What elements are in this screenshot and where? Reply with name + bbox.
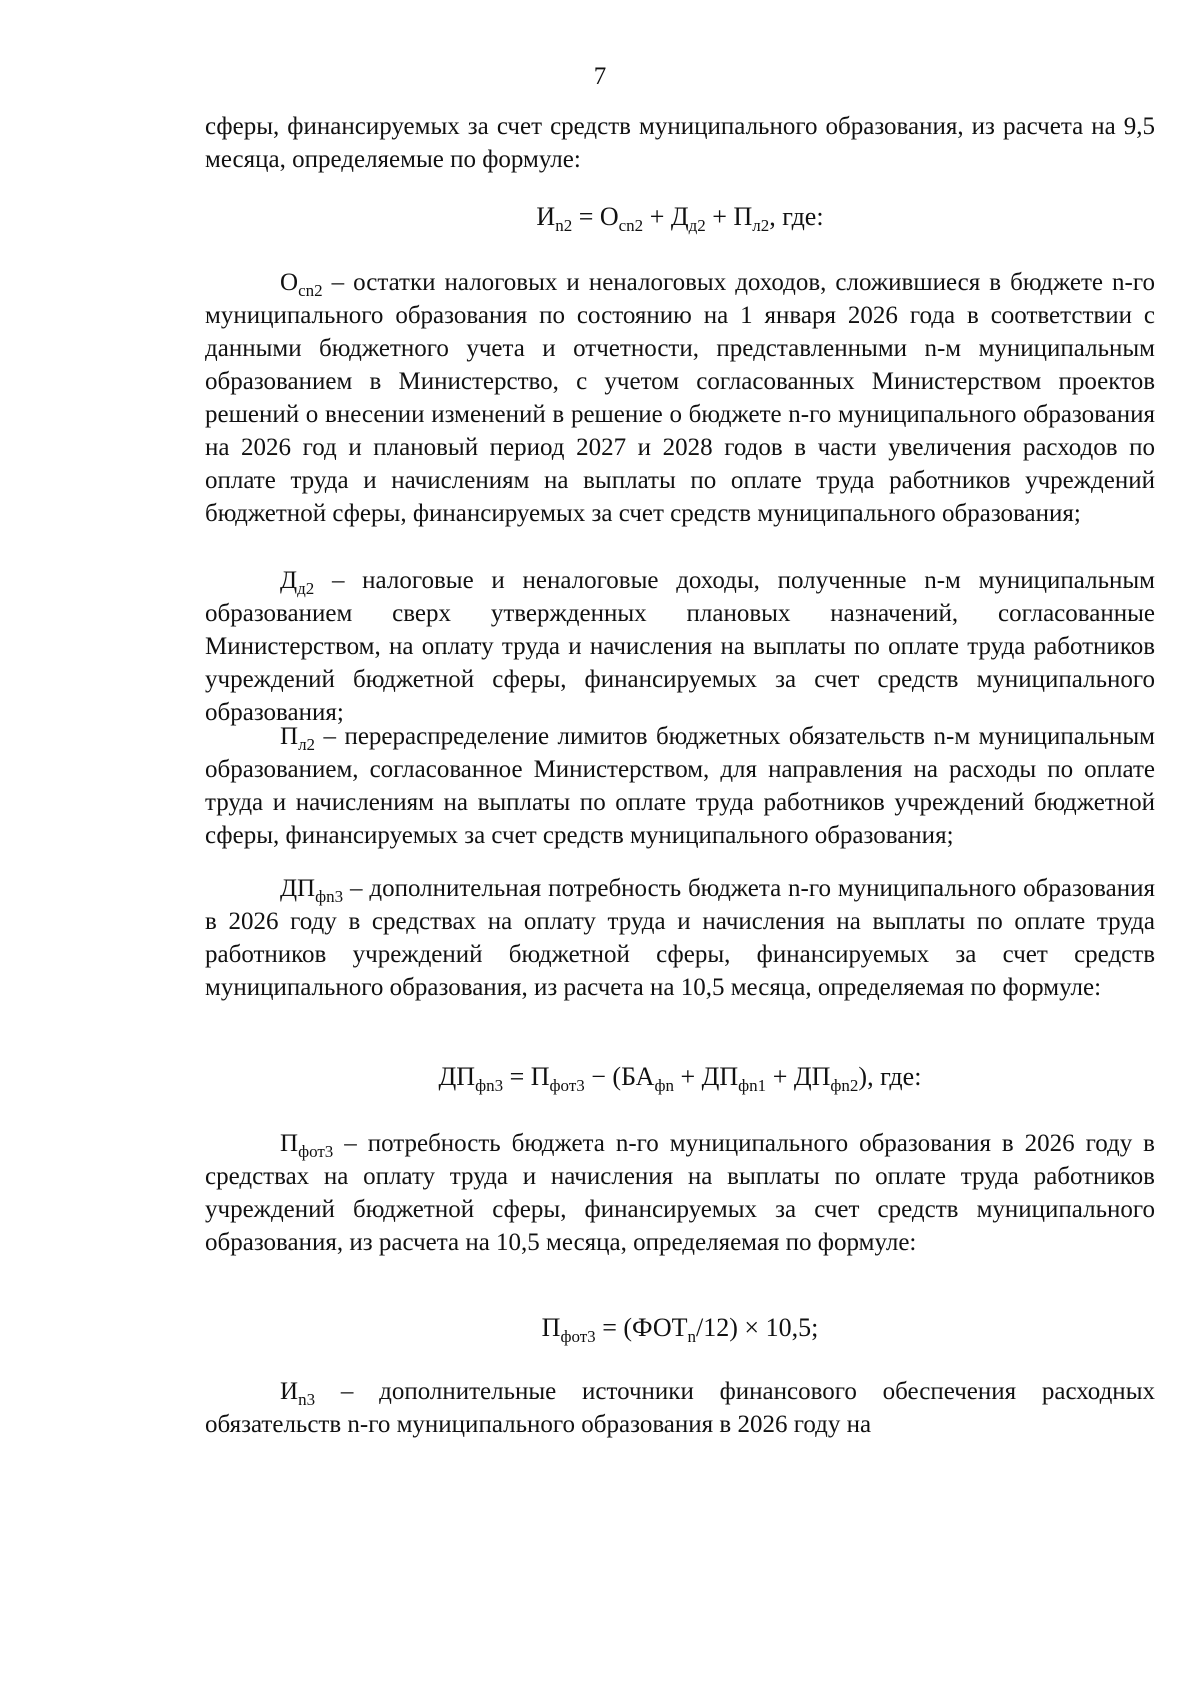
page-number: 7 xyxy=(593,63,607,90)
intro-paragraph: сферы, финансируемых за счет средств муниципального образования, из расчета на 9,5 месяца, определяемые по формуле: xyxy=(205,113,1155,173)
definition-ocn2: $О_{сn2}$ – остатки налоговых и неналоговых доходов, сложившиеся в бюджете n-го муниципального образования по состоянию на 1 января 2026 года в соответствии с данными бюджетного учета и отчетности, представленными n-м муниципальным образованием в Министерство, с учетом согласованных Министерством проектов решений о внесении изменений в решение о бюджете n-го муниципального образования на 2026 год и плановый период 2027 и 2028 годов в части увеличения расходов по оплате труда и начислениям на выплаты по оплате труда работников учреждений бюджетной сферы, финансируемых за счет средств муниципального образования; xyxy=(205,269,1155,527)
definition-dpfn3: $ДП_{фn3}$ – дополнительная потребность бюджета n-го муниципального образования в 2026 году в средствах на оплату труда и начисления на выплаты по оплате труда работников учреждений бюджетной сферы, финансируемых за счет средств муниципального образования, из расчета на 10,5 месяца, определяемая по формуле: xyxy=(205,875,1155,1001)
definition-pfot3: $П_{фот3}$ – потребность бюджета n-го муниципального образования в 2026 году в средствах на оплату труда и начисления на выплаты по оплате труда работников учреждений бюджетной сферы, финансируемых за счет средств муниципального образования, из расчета на 10,5 месяца, определяемая по формуле: xyxy=(205,1130,1155,1256)
formula-dpfn3: $ДП_{фn3} = П_{фот3} - (БА_{фn} + ДП_{фn1} + ДП_{фn2})$, где: xyxy=(438,1062,922,1095)
definition-dd2: $Д_{д2}$ – налоговые и неналоговые доходы, полученные n-м муниципальным образованием сверх утвержденных плановых назначений, согласованные Министерством, на оплату труда и начисления на выплаты по оплате труда работников учреждений бюджетной сферы, финансируемых за счет средств муниципального образования; xyxy=(205,567,1155,726)
definition-in3: $И_{n3}$ – дополнительные источники финансового обеспечения расходных обязательств n-го муниципального образования в 2026 году на xyxy=(205,1378,1155,1438)
formula-pfot3: $П_{фот3} = (ФОТ_n/12) \times 10,5$; xyxy=(541,1313,819,1346)
definition-pl2: $П_{л2}$ – перераспределение лимитов бюджетных обязательств n-м муниципальным образованием, согласованное Министерством, для направления на расходы по оплате труда и начислениям на выплаты по оплате труда работников учреждений бюджетной сферы, финансируемых за счет средств муниципального образования; xyxy=(205,723,1155,849)
formula-in2: $И_{n2} = О_{сn2} + Д_{д2} + П_{л2}$, где: xyxy=(536,202,824,235)
